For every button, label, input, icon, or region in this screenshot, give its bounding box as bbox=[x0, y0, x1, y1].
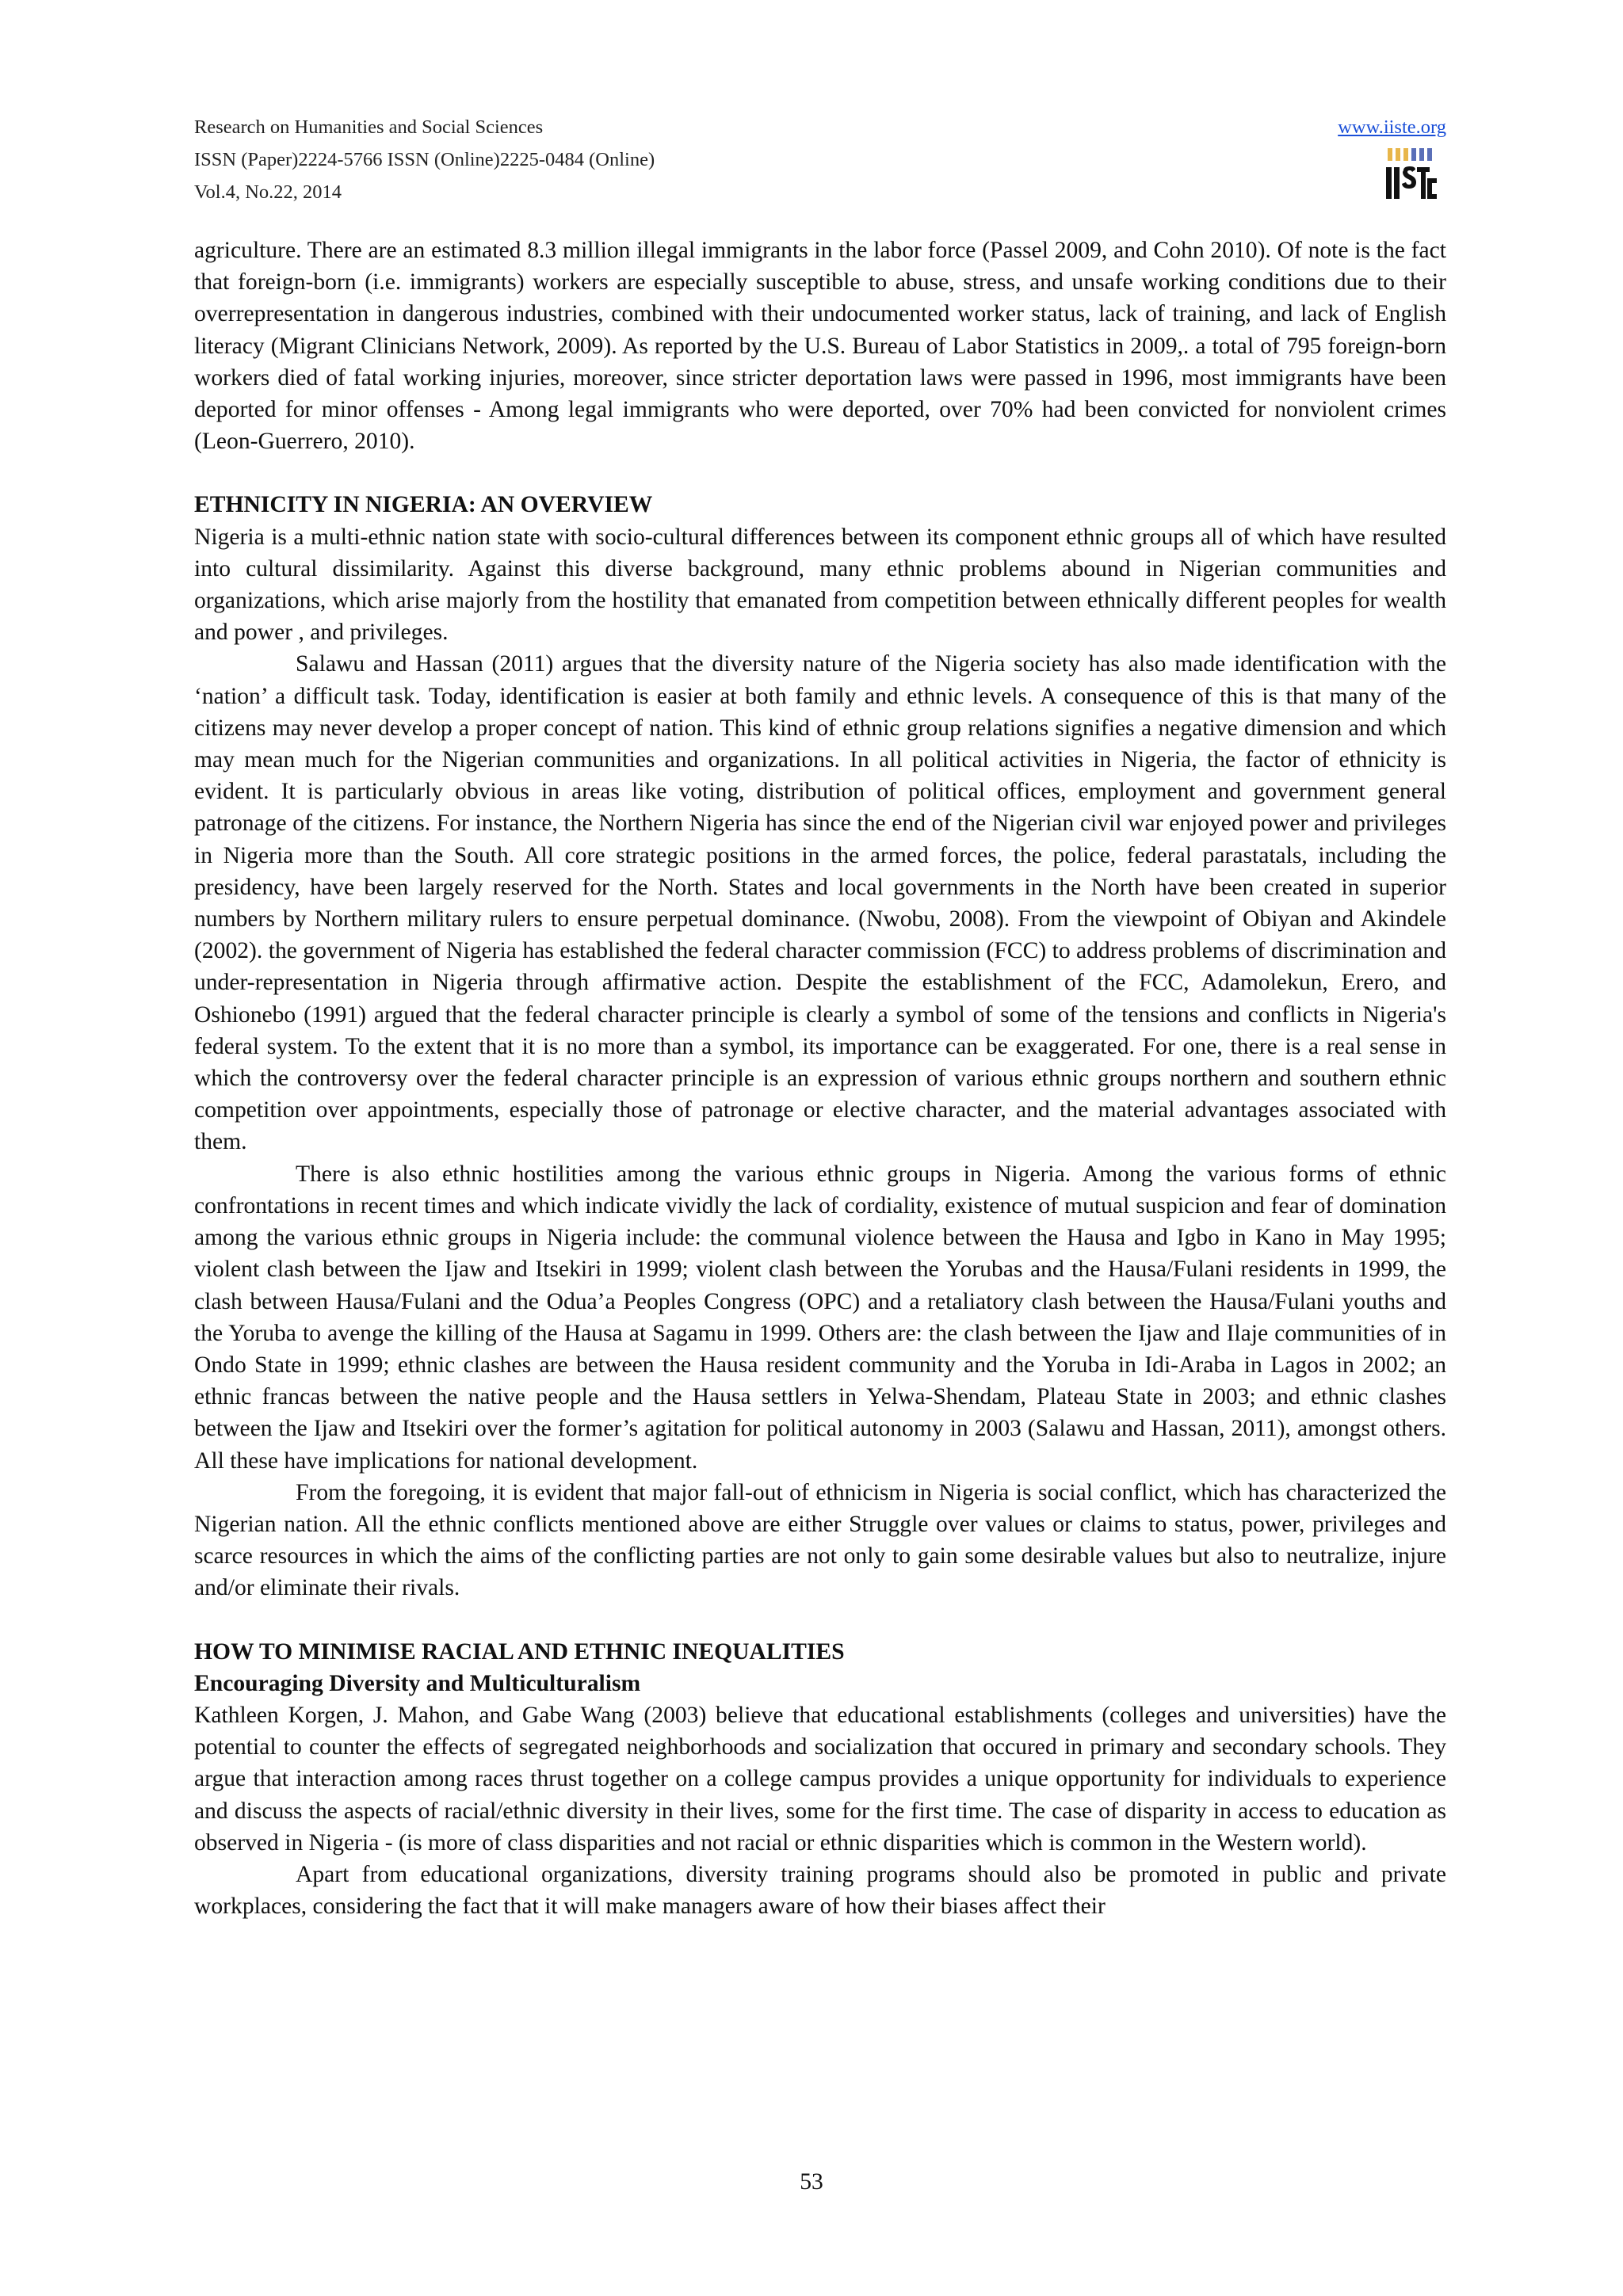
paragraph-ethnic-hostilities: There is also ethnic hostilities among the various ethnic groups in Nigeria. Among the various forms of ethnic confrontations in recent times and which indicate vividly the lack of cordiality, existence of mutual suspicion and fear of domination among the various ethnic groups in Nigeria include: the communal violence between the Hausa and Igbo in Kano in May 1995; violent clash between the Ijaw and Itsekiri in 1999; violent clash between the Yorubas and the Hausa/Fulani residents in 1999, the clash between Hausa/Fulani and the Odua’a Peoples Congress (OPC) and a retaliatory clash between the Hausa/Fulani youths and the Yoruba to avenge the killing of the Hausa at Sagamu in 1999. Others are: the clash between the Ijaw and Ilaje communities of in Ondo State in 1999; ethnic clashes are between the Hausa resident community and the Yoruba in Idi-Araba in Lagos in 2002; an ethnic francas between the native people and the Hausa settlers in Yelwa-Shendam, Plateau State in 2003; and ethnic clashes between the Ijaw and Itsekiri over the former’s agitation for political autonomy in 2003 (Salawu and Hassan, 2011), amongst others. All these have implications for national development. bbox=[194, 1161, 1446, 1474]
paragraph-diversity-training: Apart from educational organizations, diversity training programs should also be promoted in public and private workplaces, considering the fact that it will make managers aware of how their biases affect their bbox=[194, 1861, 1446, 1920]
paragraph-agriculture: agriculture. There are an estimated 8.3 million illegal immigrants in the labor force (Passel 2009, and Cohn 2010). Of note is the fact that foreign-born (i.e. immigrants) workers are especially susceptible to abuse, stress, and unsafe working conditions due to their overrepresentation in dangerous industries, combined with their undocumented worker status, lack of training, and lack of English literacy (Migrant Clinicians Network, 2009). As reported by the U.S. Bureau of Labor Statistics in 2009,. a total of 795 foreign-born workers died of fatal working injuries, moreover, since stricter deportation laws were passed in 1996, most immigrants have been deported for minor offenses - Among legal immigrants who were deported, over 70% had been convicted for nonviolent crimes (Leon-Guerrero, 2010). bbox=[194, 238, 1446, 455]
page-number: 53 bbox=[800, 2169, 823, 2195]
page-header bbox=[194, 111, 1446, 214]
section-heading-ethnicity: ETHNICITY IN NIGERIA: AN OVERVIEW bbox=[194, 492, 653, 518]
section-heading-minimise: HOW TO MINIMISE RACIAL AND ETHNIC INEQUALITIES bbox=[194, 1638, 845, 1665]
paragraph-multi-ethnic: Nigeria is a multi-ethnic nation state with socio-cultural differences between its component ethnic groups all of which have resulted into cultural dissimilarity. Against this diverse background, many ethnic problems abound in Nigerian communities and organizations, which arise majorly from the hostility that emanated from competition between ethnically different peoples for wealth and power , and privileges. bbox=[194, 524, 1446, 646]
issn-line: ISSN (Paper)2224-5766 ISSN (Online)2225-0484 (Online) bbox=[194, 149, 655, 170]
paragraph-salawu-hassan: Salawu and Hassan (2011) argues that the diversity nature of the Nigeria society has also made identification with the ‘nation’ a difficult task. Today, identification is easier at both family and ethnic levels. A consequence of this is that many of the citizens may never develop a proper concept of nation. This kind of ethnic group relations signifies a negative dimension and which may mean much for the Nigerian communities and organizations. In all political activities in Nigeria, the factor of ethnicity is evident. It is particularly obvious in areas like voting, distribution of political offices, employment and government general patronage of the citizens. For instance, the Northern Nigeria has since the end of the Nigerian civil war enjoyed power and privileges in Nigeria more than the South. All core strategic positions in the armed forces, the police, federal parastatals, including the presidency, have been largely reserved for the North. States and local governments in the North have been created in superior numbers by Northern military rulers to ensure perpetual dominance. (Nwobu, 2008). From the viewpoint of Obiyan and Akindele (2002). the government of Nigeria has established the federal character commission (FCC) to address problems of discrimination and under-representation in Nigeria through affirmative action. Despite the establishment of the FCC, Adamolekun, Erero, and Oshionebo (1991) argued that the federal character principle is clearly a symbol of some of the tensions and conflicts in Nigeria's federal system. To the extent that it is no more than a symbol, its importance can be exaggerated. For one, there is a real sense in which the controversy over the federal character principle is an expression of various ethnic groups northern and southern ethnic competition over appointments, especially those of patronage or elective character, and the material advantages associated with them. bbox=[194, 651, 1446, 1155]
volume-line: Vol.4, No.22, 2014 bbox=[194, 181, 342, 203]
journal-url-link[interactable]: www.iiste.org bbox=[1338, 116, 1446, 138]
paragraph-korgen: Kathleen Korgen, J. Mahon, and Gabe Wang (2003) believe that educational establishments (colleges and universities) have the potential to counter the effects of segregated neighborhoods and socialization that occured in primary and secondary schools. They argue that interaction among races thrust together on a college campus provides a unique opportunity for individuals to experience and discuss the aspects of racial/ethnic diversity in their lives, some for the first time. The case of disparity in access to education as observed in Nigeria - (is more of class disparities and not racial or ethnic disparities which is common in the Western world). bbox=[194, 1702, 1446, 1855]
paragraph-foregoing: From the foregoing, it is evident that major fall-out of ethnicism in Nigeria is social conflict, which has characterized the Nigerian nation. All the ethnic conflicts mentioned above are either Struggle over values or claims to status, power, privileges and scarce resources in which the aims of the conflicting parties are not only to gain some desirable values but also to neutralize, injure and/or eliminate their rivals. bbox=[194, 1479, 1446, 1601]
iiste-logo bbox=[1383, 147, 1438, 202]
subsection-heading-diversity: Encouraging Diversity and Multiculturalism bbox=[194, 1670, 641, 1696]
journal-title: Research on Humanities and Social Sciences bbox=[194, 116, 544, 138]
article-body bbox=[194, 235, 1446, 1922]
